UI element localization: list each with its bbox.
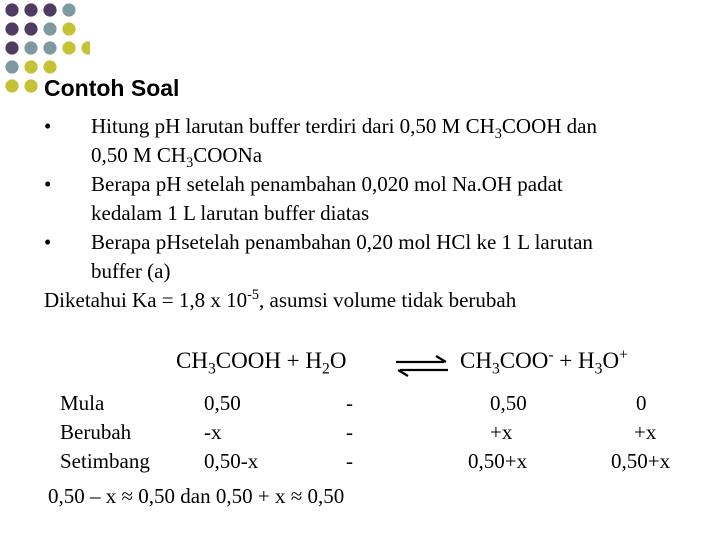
text: O — [329, 348, 347, 373]
table-cell: +x — [490, 420, 513, 444]
table-cell: 0,50 — [490, 391, 527, 415]
decorative-dot — [43, 3, 56, 16]
decorative-dot — [5, 22, 18, 35]
question-line: buffer (a) — [91, 259, 171, 283]
bullet-marker: • — [44, 230, 52, 254]
question-line: kedalam 1 L larutan buffer diatas — [91, 201, 370, 225]
text: + H — [553, 348, 595, 373]
decorative-dot — [62, 3, 75, 16]
exponent: -5 — [247, 287, 260, 303]
equilibrium-arrows-icon — [394, 355, 450, 377]
text: Diketahui Ka = 1,8 x 10 — [44, 288, 248, 312]
decorative-dot — [81, 41, 90, 54]
decorative-dot — [5, 3, 18, 16]
question-line: Berapa pHsetelah penambahan 0,20 mol HCl ke 1 L larutan — [91, 230, 593, 254]
row-label-setimbang: Setimbang — [60, 449, 150, 473]
text: COOH dan — [501, 114, 597, 138]
decorative-dot — [5, 79, 18, 92]
text: CH — [460, 348, 492, 373]
table-cell: -x — [204, 420, 222, 444]
decorative-dot — [62, 22, 75, 35]
question-item — [44, 228, 704, 286]
subscript: 3 — [494, 126, 502, 143]
question-item — [44, 112, 704, 170]
table-cell: - — [346, 420, 353, 444]
subscript: 3 — [207, 360, 216, 378]
subscript: 2 — [322, 360, 330, 378]
table-cell: +x — [634, 420, 657, 444]
text: Hitung pH larutan buffer terdiri dari 0,50 M CH — [91, 114, 495, 138]
row-label-berubah: Berubah — [60, 420, 132, 444]
decorative-dot — [62, 41, 75, 54]
text: CH — [176, 348, 208, 373]
question-line — [91, 112, 704, 141]
decorative-dot — [24, 60, 37, 73]
question-list — [44, 112, 704, 315]
slide-title: Contoh Soal — [44, 75, 180, 101]
decorative-dot — [24, 79, 37, 92]
table-cell: 0 — [636, 391, 647, 415]
decorative-dot — [24, 22, 37, 35]
table-cell: 0,50-x — [204, 449, 259, 473]
superscript: + — [619, 346, 628, 364]
equation-reactants — [176, 346, 346, 376]
table-cell: - — [346, 391, 353, 415]
bullet-marker: • — [44, 114, 52, 138]
decorative-dot — [5, 41, 18, 54]
decorative-dot — [43, 41, 56, 54]
decorative-dot — [5, 60, 18, 73]
text: COOH + H — [215, 348, 323, 373]
text: COO — [499, 348, 549, 373]
table-cell: - — [346, 449, 353, 473]
bullet-marker: • — [44, 172, 52, 196]
text: , asumsi volume tidak berubah — [259, 288, 517, 312]
subscript: 3 — [186, 155, 194, 172]
subscript: 3 — [594, 360, 603, 378]
table-cell: 0,50+x — [611, 449, 671, 473]
superscript: - — [548, 346, 554, 364]
question-item — [44, 170, 704, 228]
decorative-dot — [43, 60, 56, 73]
subscript: 3 — [491, 360, 500, 378]
table-cell: 0,50+x — [468, 449, 528, 473]
decorative-dot — [24, 3, 37, 16]
text: 0,50 M CH — [91, 143, 187, 167]
approximation-note: 0,50 – x ≈ 0,50 dan 0,50 + x ≈ 0,50 — [48, 484, 345, 508]
decorative-dot — [43, 22, 56, 35]
known-values-line — [44, 286, 704, 315]
question-line: Berapa pH setelah penambahan 0,020 mol Na.OH padat — [91, 172, 563, 196]
decorative-dot — [24, 41, 37, 54]
text: O — [602, 348, 620, 373]
question-line — [91, 141, 704, 170]
text: COONa — [193, 143, 263, 167]
table-cell: 0,50 — [204, 391, 241, 415]
equation-products — [460, 346, 628, 376]
row-label-mula: Mula — [60, 391, 105, 415]
